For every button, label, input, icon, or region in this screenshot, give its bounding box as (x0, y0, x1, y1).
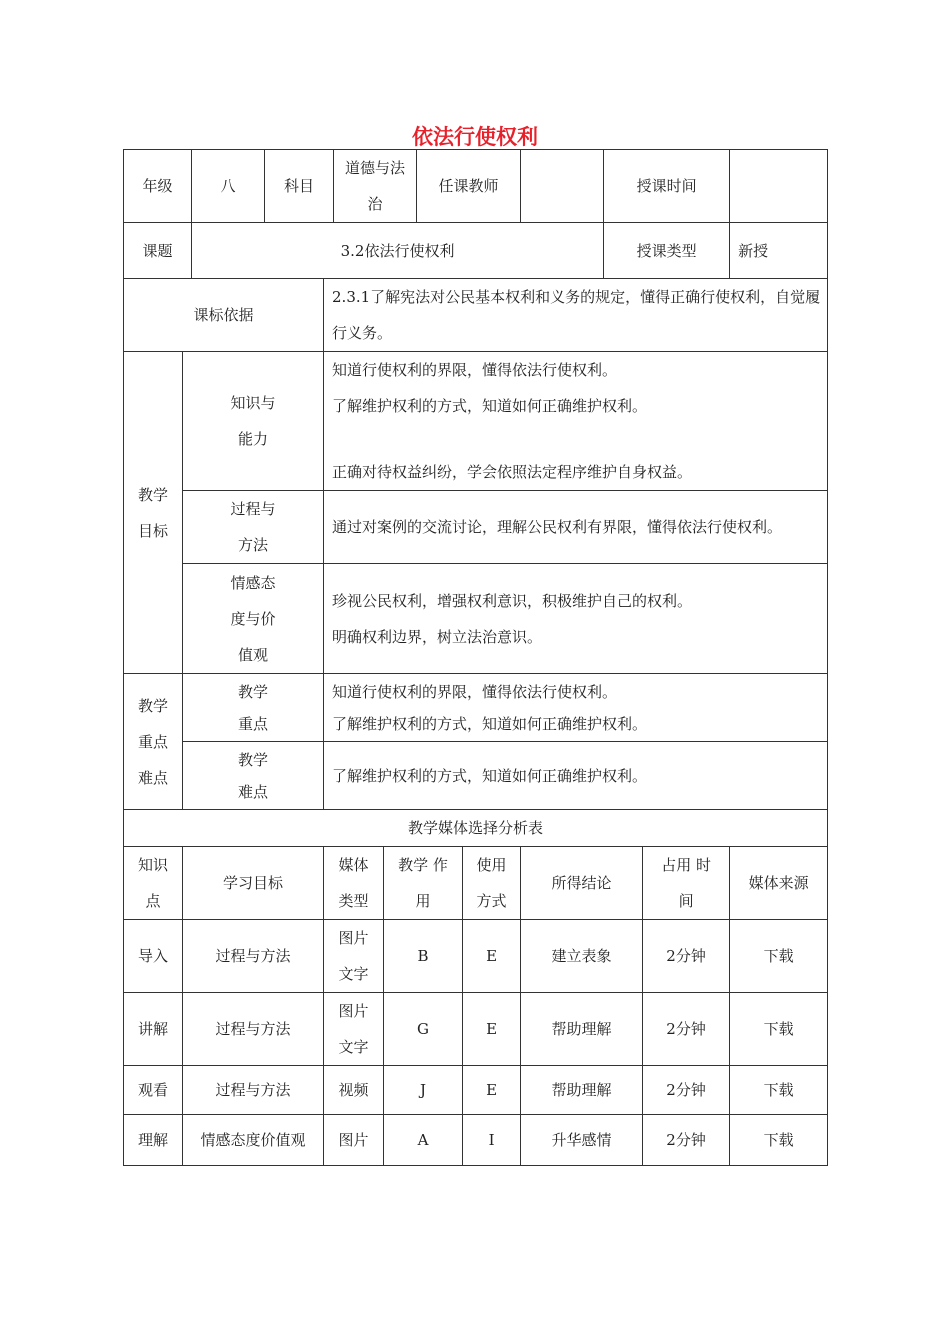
row-role: A (384, 1115, 463, 1166)
row-source: 下载 (730, 1066, 828, 1115)
row-goal: 情感态度价值观 (183, 1115, 324, 1166)
media-header-result: 所得结论 (521, 847, 643, 920)
grade-value: 八 (192, 150, 265, 223)
emotion-line1: 珍视公民权利，增强权利意识，积极维护自己的权利。 (332, 591, 693, 610)
emotion-label-line3: 值观 (238, 645, 269, 664)
standard-text: 2.3.1了解宪法对公民基本权利和义务的规定，懂得正确行使权利，自觉履行义务。 (324, 279, 828, 352)
process-label (183, 491, 324, 564)
emotion-label-line2: 度与价 (230, 609, 276, 628)
type-value: 新授 (730, 223, 828, 279)
emotion-label-line1: 情感态 (230, 573, 276, 592)
objectives-label-line2: 目标 (137, 521, 168, 540)
row-source: 下载 (730, 1115, 828, 1166)
media-header-role (384, 847, 463, 920)
key-line1: 知道行使权利的界限，懂得依法行使权利。 (332, 682, 618, 701)
topic-label: 课题 (124, 223, 192, 279)
row-type: 图片 (324, 1115, 384, 1166)
process-label-line2: 方法 (238, 536, 269, 554)
media-header-goal: 学习目标 (183, 847, 324, 920)
knowledge-text (324, 352, 828, 491)
media-header-time (643, 847, 730, 920)
knowledge-line2: 了解维护权利的方式，知道如何正确维护权利。 (332, 397, 648, 415)
row-method: E (463, 920, 521, 993)
row-role: B (384, 920, 463, 993)
media-header-point-line1: 知识 (137, 856, 168, 874)
row-point: 观看 (124, 1066, 183, 1115)
table-row (124, 920, 828, 993)
difficult-label-line1: 教学 (238, 750, 269, 769)
media-header-point (124, 847, 183, 920)
key-text (324, 674, 828, 742)
row-type-line2: 文字 (338, 1038, 369, 1056)
row-source: 下载 (730, 920, 828, 993)
knowledge-label (183, 352, 324, 491)
objectives-label-line1: 教学 (137, 485, 168, 504)
media-header-type-line2: 类型 (338, 892, 369, 910)
process-label-line1: 过程与 (230, 500, 276, 518)
lesson-plan-table (123, 149, 828, 1166)
row-type-line2: 文字 (338, 965, 369, 983)
row-type (324, 920, 384, 993)
row-type-line1: 图片 (338, 929, 369, 947)
key-label-line1: 教学 (238, 682, 269, 701)
objectives-label (124, 352, 183, 674)
emotion-line2: 明确权利边界，树立法治意识。 (332, 627, 543, 646)
subject-value (334, 150, 417, 223)
standard-label: 课标依据 (124, 279, 324, 352)
row-result: 升华感情 (521, 1115, 643, 1166)
knowledge-label-line1: 知识与 (230, 394, 276, 412)
row-type (324, 993, 384, 1066)
subject-value-line1: 道德与法 (345, 159, 406, 177)
type-label: 授课类型 (604, 223, 730, 279)
document-title: 依法行使权利 (412, 125, 538, 149)
media-header-method-line1: 使用 (476, 856, 507, 874)
row-result: 建立表象 (521, 920, 643, 993)
row-type: 视频 (324, 1066, 384, 1115)
time-label: 授课时间 (604, 150, 730, 223)
row-point: 导入 (124, 920, 183, 993)
row-result: 帮助理解 (521, 1066, 643, 1115)
row-goal: 过程与方法 (183, 993, 324, 1066)
key-points-label-line1: 教学 (137, 696, 168, 715)
row-method: I (463, 1115, 521, 1166)
subject-value-line2: 治 (367, 195, 383, 213)
subject-label: 科目 (265, 150, 334, 223)
difficult-label-line2: 难点 (238, 782, 269, 801)
row-role: G (384, 993, 463, 1066)
row-source: 下载 (730, 993, 828, 1066)
media-header-method-line2: 方式 (476, 892, 507, 910)
row-time: 2分钟 (643, 993, 730, 1066)
media-header-role-line2: 用 (415, 892, 431, 910)
key-points-label (124, 674, 183, 810)
grade-label: 年级 (124, 150, 192, 223)
row-method: E (463, 993, 521, 1066)
key-line2: 了解维护权利的方式，知道如何正确维护权利。 (332, 714, 648, 733)
media-section-title: 教学媒体选择分析表 (124, 810, 828, 847)
media-header-point-line2: 点 (145, 892, 161, 910)
media-header-role-line1: 教学 作 (398, 856, 448, 874)
media-header-time-line1: 占用 时 (661, 856, 711, 874)
topic-value: 3.2依法行使权利 (192, 223, 604, 279)
emotion-text (324, 564, 828, 674)
row-time: 2分钟 (643, 1066, 730, 1115)
time-value (730, 150, 828, 223)
row-result: 帮助理解 (521, 993, 643, 1066)
knowledge-line1: 知道行使权利的界限，懂得依法行使权利。 (332, 361, 618, 379)
emotion-label (183, 564, 324, 674)
media-header-source: 媒体来源 (730, 847, 828, 920)
row-point: 讲解 (124, 993, 183, 1066)
row-goal: 过程与方法 (183, 1066, 324, 1115)
media-header-time-line2: 间 (678, 892, 694, 910)
teacher-label: 任课教师 (417, 150, 521, 223)
key-points-label-line2: 重点 (137, 732, 168, 751)
difficult-label (183, 742, 324, 810)
row-point: 理解 (124, 1115, 183, 1166)
table-row (124, 1066, 828, 1115)
key-label-line2: 重点 (238, 714, 269, 733)
media-header-method (463, 847, 521, 920)
knowledge-label-line2: 能力 (238, 430, 269, 448)
row-time: 2分钟 (643, 920, 730, 993)
key-points-label-line3: 难点 (137, 768, 168, 787)
media-header-type-line1: 媒体 (338, 856, 369, 874)
process-text: 通过对案例的交流讨论，理解公民权利有界限，懂得依法行使权利。 (324, 491, 828, 564)
table-row (124, 993, 828, 1066)
difficult-text: 了解维护权利的方式，知道如何正确维护权利。 (324, 742, 828, 810)
teacher-value (521, 150, 604, 223)
row-type-line1: 图片 (338, 1002, 369, 1020)
media-header-type (324, 847, 384, 920)
row-time: 2分钟 (643, 1115, 730, 1166)
knowledge-line3: 正确对待权益纠纷，学会依照法定程序维护自身权益。 (332, 463, 693, 481)
row-goal: 过程与方法 (183, 920, 324, 993)
row-role: J (384, 1066, 463, 1115)
row-method: E (463, 1066, 521, 1115)
key-label (183, 674, 324, 742)
table-row (124, 1115, 828, 1166)
